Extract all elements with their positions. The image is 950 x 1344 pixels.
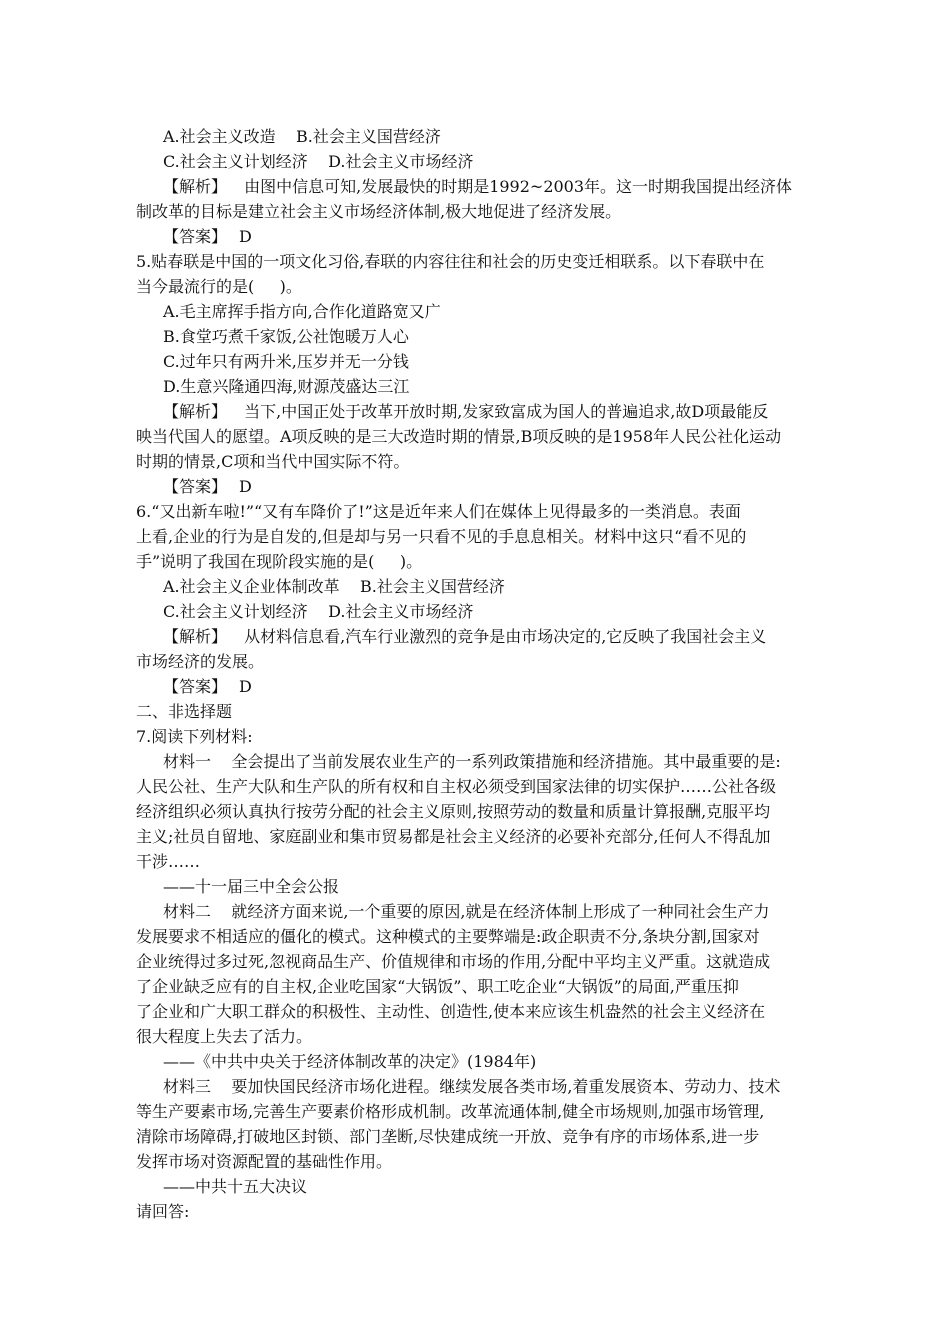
answer-label: 【答案】 xyxy=(163,477,228,496)
q5-stem-cont: 当今最流行的是( )。 xyxy=(136,277,302,296)
q6-answer xyxy=(163,675,252,700)
material-1-line: 人民公社、生产大队和生产队的所有权和自主权必须受到国家法律的切实保护……公社各级 xyxy=(136,777,777,796)
material-2: 材料二 就经济方面来说,一个重要的原因,就是在经济体制上形成了一种同社会生产力 xyxy=(163,902,770,921)
material-2-line: 发展要求不相适应的僵化的模式。这种模式的主要弊端是:政企职责不分,条块分割,国家对 xyxy=(136,927,760,946)
answer-value: D xyxy=(239,477,252,496)
material-2-line: 企业统得过多过死,忽视商品生产、价值规律和市场的作用,分配中平均主义严重。这就造成 xyxy=(136,952,771,971)
q5-answer xyxy=(163,475,252,500)
q5-option-a: A.毛主席挥手指方向,合作化道路宽又广 xyxy=(163,302,441,321)
material-3-line: 清除市场障碍,打破地区封锁、部门垄断,尽快建成统一开放、竞争有序的市场体系,进一步 xyxy=(136,1127,760,1146)
q5-analysis-cont: 时期的情景,C项和当代中国实际不符。 xyxy=(136,452,410,471)
q5-option-d: D.生意兴隆通四海,财源茂盛达三江 xyxy=(163,377,410,396)
q4-answer xyxy=(163,225,252,250)
q4-analysis xyxy=(163,175,792,200)
material-1-source: ——十一届三中全会公报 xyxy=(163,877,340,896)
analysis-label: 【解析】 xyxy=(163,402,228,421)
q5-option-b: B.食堂巧煮千家饭,公社饱暖万人心 xyxy=(163,327,409,346)
q5-stem: 5.贴春联是中国的一项文化习俗,春联的内容往往和社会的历史变迁相联系。以下春联中在 xyxy=(136,252,765,271)
q4-option-ab: A.社会主义改造 B.社会主义国营经济 xyxy=(163,127,441,146)
q6-stem-cont: 上看,企业的行为是自发的,但是却与另一只看不见的手息息相关。材料中这只“看不见的 xyxy=(136,527,747,546)
material-2-line: 了企业和广大职工群众的积极性、主动性、创造性,使本来应该生机盎然的社会主义经济在 xyxy=(136,1002,766,1021)
answer-value: D xyxy=(239,227,252,246)
answer-label: 【答案】 xyxy=(163,227,228,246)
q5-analysis-cont: 映当代国人的愿望。A项反映的是三大改造时期的情景,B项反映的是1958年人民公社化运动 xyxy=(136,427,782,446)
material-1: 材料一 全会提出了当前发展农业生产的一系列政策措施和经济措施。其中最重要的是: xyxy=(163,752,781,771)
analysis-label: 【解析】 xyxy=(163,177,228,196)
analysis-text: 从材料信息看,汽车行业激烈的竞争是由市场决定的,它反映了我国社会主义 xyxy=(239,627,767,646)
q4-option-cd: C.社会主义计划经济 D.社会主义市场经济 xyxy=(163,152,474,171)
material-3-line: 等生产要素市场,完善生产要素价格形成机制。改革流通体制,健全市场规则,加强市场管理, xyxy=(136,1102,765,1121)
q6-stem: 6.“又出新车啦!”“又有车降价了!”这是近年来人们在媒体上见得最多的一类消息。表面 xyxy=(136,502,741,521)
material-1-line: 经济组织必须认真执行按劳分配的社会主义原则,按照劳动的数量和质量计算报酬,克服平均 xyxy=(136,802,771,821)
material-3: 材料三 要加快国民经济市场化进程。继续发展各类市场,着重发展资本、劳动力、技术 xyxy=(163,1077,781,1096)
material-3-source: ——中共十五大决议 xyxy=(163,1177,308,1196)
material-1-line: 主义;社员自留地、家庭副业和集市贸易都是社会主义经济的必要补充部分,任何人不得乱加 xyxy=(136,827,771,846)
q6-analysis-cont: 市场经济的发展。 xyxy=(136,652,265,671)
answer-value: D xyxy=(239,677,252,696)
material-2-source: ——《中共中央关于经济体制改革的决定》(1984年) xyxy=(163,1052,537,1071)
q7-stem: 7.阅读下列材料: xyxy=(136,727,253,746)
q6-stem-cont: 手”说明了我国在现阶段实施的是( )。 xyxy=(136,552,423,571)
q6-option-cd: C.社会主义计划经济 D.社会主义市场经济 xyxy=(163,602,474,621)
q6-analysis xyxy=(163,625,766,650)
q5-option-c: C.过年只有两升米,压岁并无一分钱 xyxy=(163,352,409,371)
material-1-line: 干涉…… xyxy=(136,852,201,871)
material-2-line: 很大程度上失去了活力。 xyxy=(136,1027,313,1046)
material-2-line: 了企业缺乏应有的自主权,企业吃国家“大锅饭”、职工吃企业“大锅饭”的局面,严重压抑 xyxy=(136,977,739,996)
material-3-line: 发挥市场对资源配置的基础性作用。 xyxy=(136,1152,393,1171)
answer-label: 【答案】 xyxy=(163,677,228,696)
analysis-text: 当下,中国正处于改革开放时期,发家致富成为国人的普遍追求,故D项最能反 xyxy=(239,402,769,421)
q5-analysis xyxy=(163,400,768,425)
q6-option-ab: A.社会主义企业体制改革 B.社会主义国营经济 xyxy=(163,577,505,596)
answer-prompt: 请回答: xyxy=(136,1202,190,1221)
q4-analysis-cont: 制改革的目标是建立社会主义市场经济体制,极大地促进了经济发展。 xyxy=(136,202,622,221)
analysis-text: 由图中信息可知,发展最快的时期是1992~2003年。这一时期我国提出经济体 xyxy=(239,177,793,196)
section-heading: 二、非选择题 xyxy=(136,702,233,721)
analysis-label: 【解析】 xyxy=(163,627,228,646)
